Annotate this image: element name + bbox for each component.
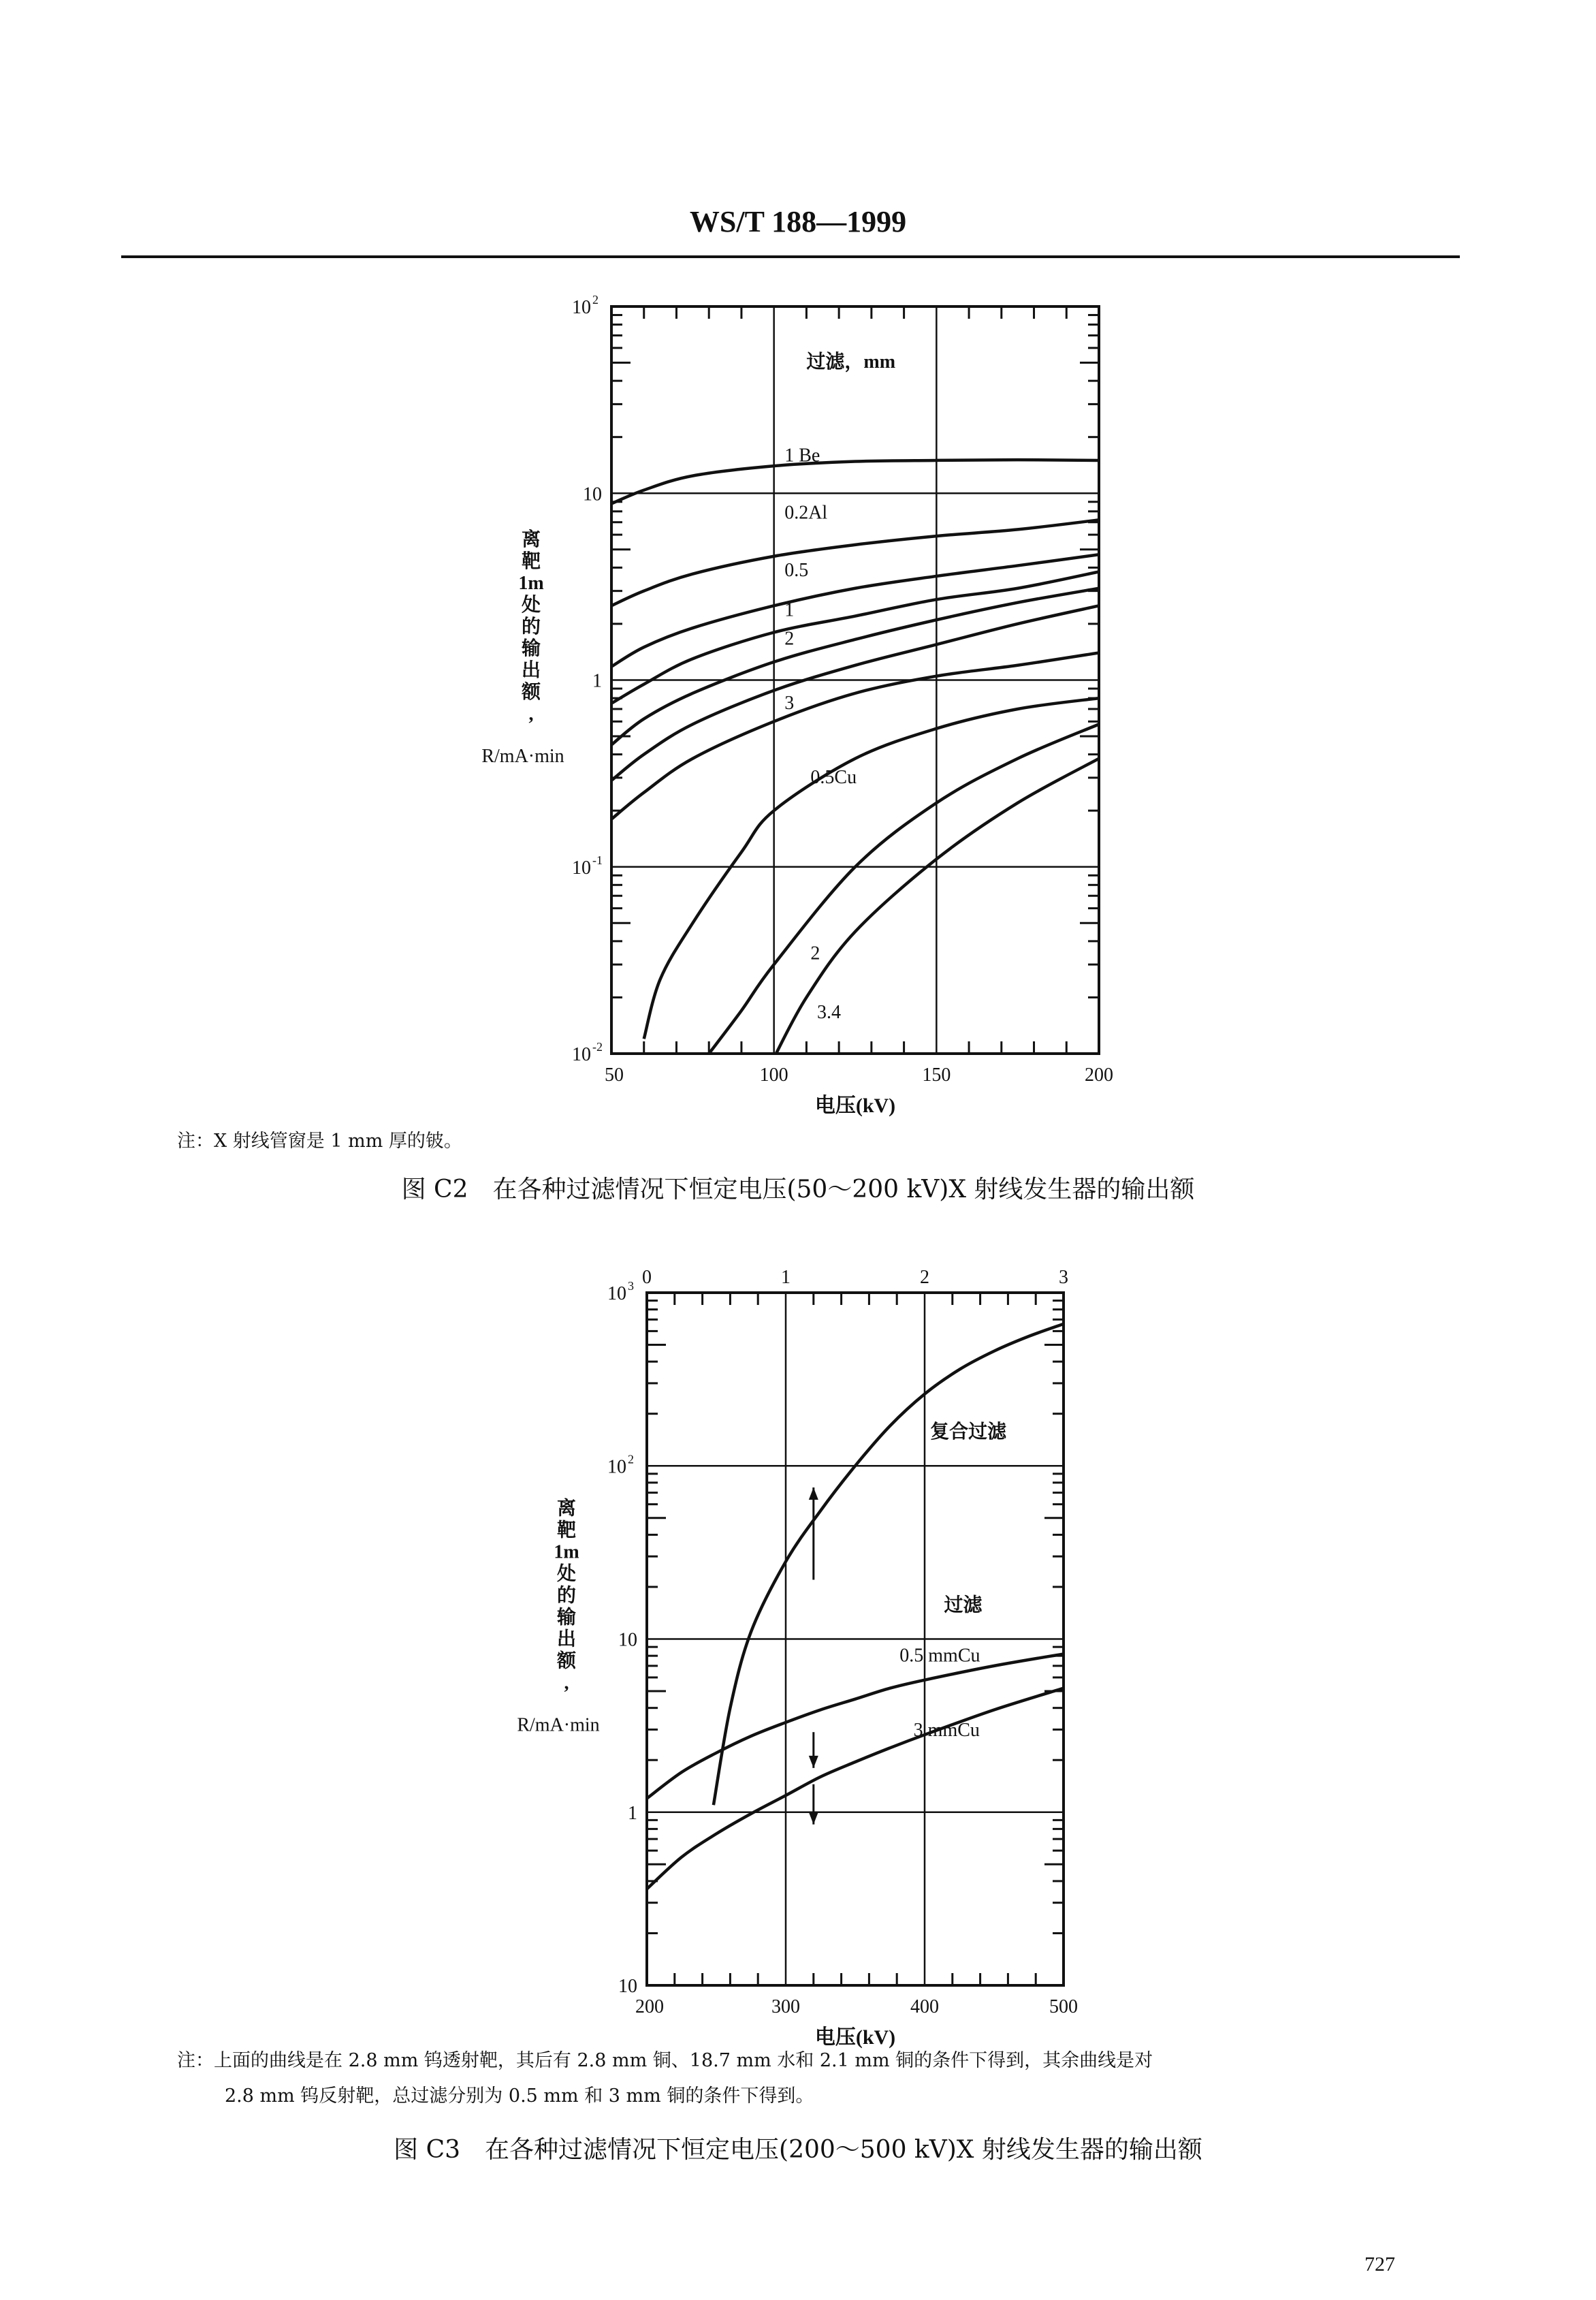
y-tick-label: 1 (592, 670, 602, 692)
series-group (647, 1324, 1064, 1889)
series-curve (714, 1324, 1064, 1805)
figure-c2-note: 注：X 射线管窗是 1 mm 厚的铍。 (177, 1131, 462, 1152)
y-axis-title-char: 输 (521, 638, 541, 660)
legend-title: 过滤，mm (806, 351, 896, 373)
y-tick-exponent: 2 (628, 1452, 634, 1466)
y-tick-exponent: -1 (592, 853, 603, 867)
y-axis-title-char: 出 (521, 660, 541, 682)
page-number: 727 (1364, 2253, 1395, 2275)
y-axis-title-char: 出 (556, 1628, 577, 1650)
y-axis-unit: R/mA·min (481, 746, 564, 768)
series-label: 3 (784, 692, 795, 714)
y-tick-label: 10 (583, 484, 602, 505)
arrow-head (809, 1756, 818, 1768)
y-tick-exponent: 2 (592, 293, 598, 306)
top-x-tick-label: 3 (1059, 1267, 1068, 1288)
y-axis-title-char: 处 (556, 1563, 577, 1585)
series-label: 3.4 (816, 1001, 841, 1023)
y-tick-exponent: 3 (628, 1279, 634, 1293)
x-axis-title: 电压(kV) (814, 1094, 896, 1117)
x-tick-label: 50 (605, 1065, 624, 1086)
series-label: 1 Be (784, 445, 820, 467)
y-tick-label: 10 (572, 857, 591, 879)
top-x-tick-label: 2 (920, 1267, 929, 1288)
y-tick-label: 10 (618, 1629, 637, 1651)
x-tick-label: 500 (1049, 1996, 1078, 2017)
annotation-label: 复合过滤 (930, 1421, 1007, 1443)
y-axis-title-char: 额 (521, 682, 541, 704)
y-axis-title-char: 的 (556, 1585, 577, 1607)
y-axis-title-char: 离 (521, 529, 541, 551)
page-header: WS/T 188—1999 (689, 205, 907, 238)
y-axis-title-char: 额 (556, 1650, 577, 1672)
series-label: 0.2Al (784, 502, 828, 524)
top-x-tick-label: 0 (642, 1267, 652, 1288)
series-label: 0.5 (784, 559, 809, 581)
top-x-tick-label: 1 (781, 1267, 791, 1288)
y-axis-title-char: 靶 (556, 1519, 577, 1541)
series-label: 1 (784, 599, 795, 621)
y-tick-label: 10 (618, 1976, 637, 1997)
series-curve (647, 1654, 1064, 1798)
figure-c3-note-line-1: 注：上面的曲线是在 2.8 mm 钨透射靶，其后有 2.8 mm 铜、18.7 mm 水和 2.1 mm 铜的条件下得到，其余曲线是对 (177, 2050, 1153, 2071)
figure-c3-caption: 图 C3 在各种过滤情况下恒定电压(200～500 kV)X 射线发生器的输出额 (394, 2136, 1202, 2164)
y-axis-title-char: 处 (521, 595, 541, 616)
figure-c3-note (177, 2043, 1153, 2114)
x-tick-label: 200 (1085, 1065, 1113, 1086)
y-tick-label: 10 (607, 1283, 626, 1304)
x-axis-title: 电压(kV) (814, 2026, 896, 2049)
y-tick-label: 10 (572, 1044, 591, 1065)
annotation-label: 0.5 mmCu (899, 1645, 980, 1667)
y-axis-unit: R/mA·min (517, 1714, 600, 1736)
y-axis-title-char: 输 (556, 1607, 577, 1628)
figure-c2-caption: 图 C2 在各种过滤情况下恒定电压(50～200 kV)X 射线发生器的输出额 (401, 1176, 1195, 1203)
y-tick-label: 1 (628, 1802, 637, 1824)
x-tick-label: 200 (635, 1996, 664, 2017)
y-tick-label: 10 (607, 1456, 626, 1478)
x-tick-label: 150 (922, 1065, 951, 1086)
y-axis-title-char: , (564, 1672, 569, 1694)
y-axis-title-char: , (528, 704, 534, 725)
series-label: 2 (784, 628, 795, 650)
figure-c3-note-line-2: 2.8 mm 钨反射靶，总过滤分别为 0.5 mm 和 3 mm 铜的条件下得到。 (225, 2085, 814, 2107)
y-axis-title-char: 的 (521, 616, 541, 638)
y-axis-title-char: 靶 (521, 551, 541, 573)
annotation-label: 过滤 (944, 1594, 983, 1616)
series-label: 2 (810, 943, 820, 964)
series-label: 0.5Cu (810, 767, 857, 789)
y-axis-title-char: 1m (518, 573, 544, 595)
arrow-head (809, 1487, 818, 1500)
x-tick-label: 400 (910, 1996, 939, 2017)
arrow-head (809, 1812, 818, 1825)
y-axis-title-char: 离 (556, 1498, 577, 1519)
y-tick-label: 10 (572, 297, 591, 318)
y-axis-title-char: 1m (554, 1541, 579, 1563)
x-tick-label: 100 (759, 1065, 788, 1086)
x-tick-label: 300 (771, 1996, 800, 2017)
annotation-label: 3 mmCu (913, 1720, 980, 1742)
y-tick-exponent: -2 (592, 1040, 603, 1054)
series-curve (647, 1688, 1064, 1889)
